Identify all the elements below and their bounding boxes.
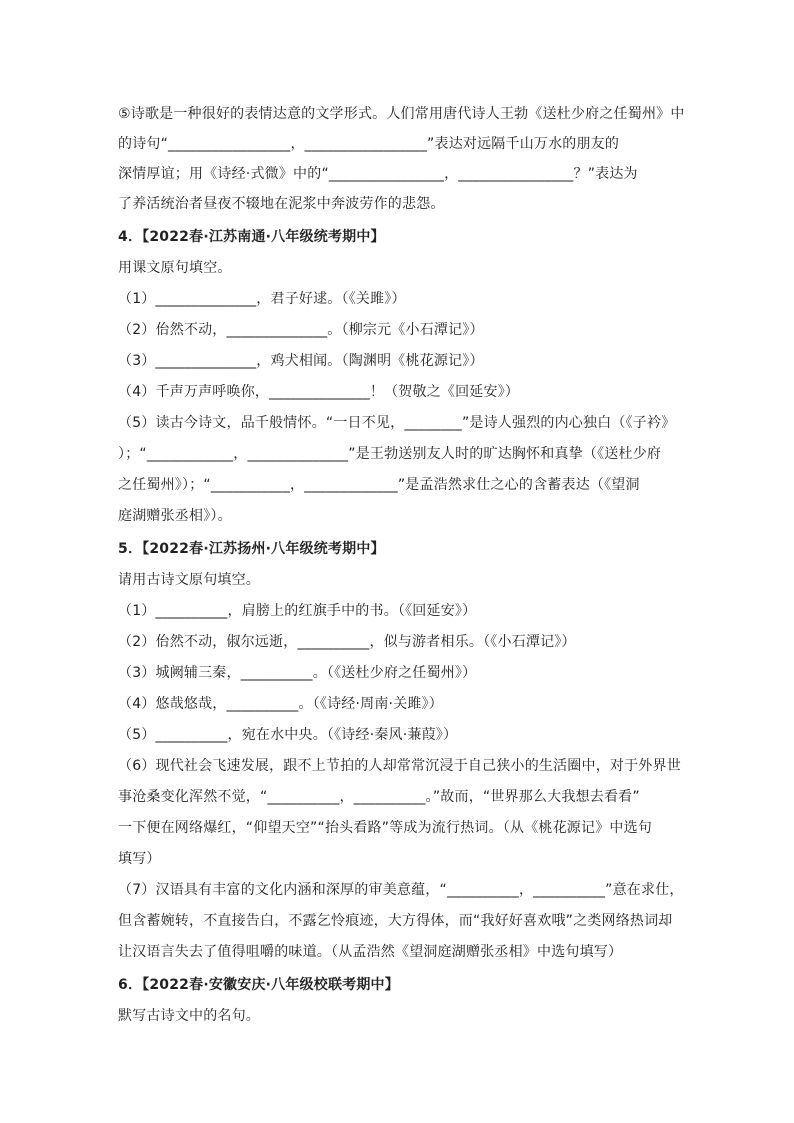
question-5-item: （7）汉语具有丰富的文化内涵和深厚的审美意蕴，“__________，__________”意在求仕， [118, 882, 684, 898]
question-4-item: ）；“____________，______________”是王勃送别友人时的旷达胸怀和真挚（《送杜少府 [118, 446, 662, 462]
intro-line-2: 的诗句“_________________，_________________”表达对远隔千山万水的朋友的 [118, 136, 620, 152]
question-5-item: （3）城阙辅三秦，__________。（《送杜少府之任蜀州》） [118, 665, 477, 681]
question-5-item: 但含蓄婉转，不直接告白，不露乞怜痕迹，大方得体，而“我好好喜欢哦”之类网络热词却 [118, 913, 673, 929]
question-4-item: （5）读古今诗文，品千般情怀。“一日不见，________”是诗人强烈的内心独白（《子衿》 [118, 415, 676, 431]
intro-line-1: ⑤诗歌是一种很好的表情达意的文学形式。人们常用唐代诗人王勃《送杜少府之任蜀州》中 [118, 106, 685, 122]
question-6-source: 【2022春·安徽安庆·八年级校联考期中】 [142, 977, 399, 993]
question-4-header [118, 227, 385, 247]
question-4-item: （2）佁然不动，______________。（柳宗元《小石潭记》） [118, 322, 484, 338]
question-5-item: （1）__________，肩膀上的红旗手中的书。（《回延安》） [118, 603, 477, 619]
question-5-item: 让汉语言失去了值得咀嚼的味道。（从孟浩然《望洞庭湖赠张丞相》中选句填写） [118, 944, 623, 960]
question-4-source: 【2022春·江苏南通·八年级统考期中】 [142, 229, 385, 245]
question-6-instruction: 默写古诗文中的名句。 [118, 1008, 260, 1024]
question-4-instruction: 用课文原句填空。 [118, 260, 232, 276]
question-5-header [118, 539, 385, 559]
question-6-number: 6． [118, 977, 143, 993]
question-5-instruction: 请用古诗文原句填空。 [118, 572, 260, 588]
question-4-number: 4． [118, 229, 143, 245]
question-5-item: 一下便在网络爆红，“仰望天空”“抬头看路”等成为流行热词。（从《桃花源记》中选句 [118, 820, 653, 836]
question-4-item: （3）______________，鸡犬相闻。（陶渊明《桃花源记》） [118, 353, 484, 369]
question-4-item: 庭湖赠张丞相》）。 [118, 508, 232, 524]
question-5-item: 事沧桑变化浑然不觉，“__________，__________。”故而，“世界那么大我想去看看” [118, 789, 640, 805]
question-5-number: 5． [118, 541, 143, 557]
question-4-item: （1）______________，君子好逑。（《关雎》） [118, 291, 406, 307]
question-5-item: （5）__________，宛在水中央。（《诗经·秦风·蒹葭》） [118, 727, 458, 743]
question-5-item: 填写） [118, 851, 161, 867]
question-5-item: （2）佁然不动，俶尔远逝，__________，似与游者相乐。（《小石潭记》） [118, 634, 576, 650]
intro-line-4: 了养活统治者昼夜不辍地在泥浆中奔波劳作的悲怨。 [118, 196, 445, 212]
question-6-header [118, 975, 399, 995]
question-4-item: 之任蜀州》）；“___________，_____________”是孟浩然求仕之心的含蓄表达（《望洞 [118, 477, 640, 493]
question-4-item: （4）千声万声呼唤你，______________！（贺敬之《回延安》） [118, 384, 520, 400]
question-5-item: （4）悠哉悠哉，__________。（《诗经·周南·关雎》） [118, 696, 444, 712]
question-5-source: 【2022春·江苏扬州·八年级统考期中】 [142, 541, 385, 557]
question-5-item: （6）现代社会飞速发展，跟不上节拍的人却常常沉浸于自己狭小的生活圈中，对于外界世 [118, 758, 681, 774]
intro-line-3: 深情厚谊；用《诗经·式微》中的“________________，________________？”表达为 [118, 166, 638, 182]
